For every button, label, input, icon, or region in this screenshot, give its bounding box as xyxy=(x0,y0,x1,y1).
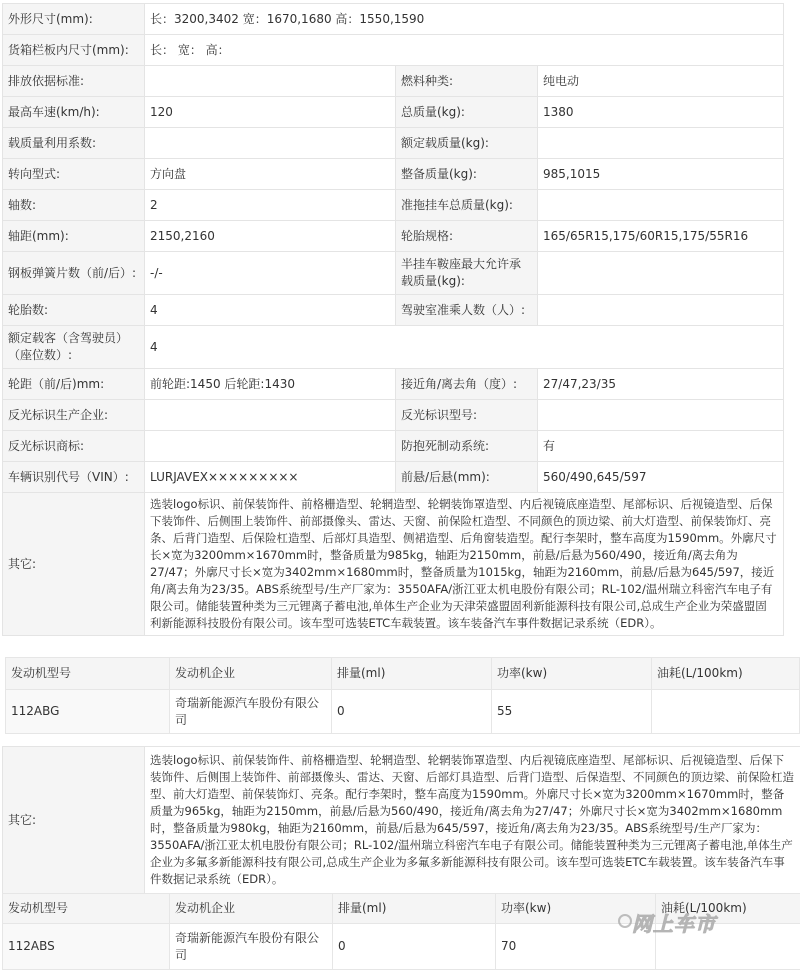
spec-row xyxy=(3,97,784,128)
spec-label: 轴数: xyxy=(3,190,145,221)
other-label-2: 其它: xyxy=(3,747,145,894)
spec-row xyxy=(3,369,784,400)
spec-value-2: 165/65R15,175/60R15,175/55R16 xyxy=(538,221,784,252)
header-engine-model-2: 发动机型号 xyxy=(3,894,170,924)
spec-value-2 xyxy=(538,252,784,295)
engine-displacement: 0 xyxy=(332,690,492,734)
spec-value-2: 560/490,645/597 xyxy=(538,462,784,493)
header-power-2: 功率(kw) xyxy=(496,894,656,924)
spec-value xyxy=(145,431,396,462)
spec-value-2: 985,1015 xyxy=(538,159,784,190)
spec-value: 长：3200,3402 宽：1670,1680 高：1550,1590 xyxy=(145,4,784,35)
other-text-1: 选装logo标识、前保装饰件、前格栅造型、轮辋造型、轮辋装饰罩造型、内后视镜底座造型、尾部标识、后视镜造型、后保下装饰件、后侧围上装饰件、前部摄像头、雷达、天窗、前保险杠造型、不同颜色的顶边梁、前大灯造型、前保装饰灯、亮条、后背门造型、后保险杠造型、后部灯具造型、侧裙造型、后角窗装造型。配行李架时，整车高度为1590mm。外廓尺寸长×宽为3200mm×1670mm时，整备质量为985kg，轴距为2150mm，前悬/后悬为560/490，接近角/离去角为27/47；外廓尺寸长×宽为3402mm×1680mm时，整备质量为1015kg，轴距为2160mm，前悬/后悬为645/597，接近角/离去角为23/35。ABS系统型号/生产厂家为：3550AFA/浙江亚太机电股份有限公司；RL-102/温州瑞立科密汽车电子有限公司。储能装置种类为三元锂离子蓄电池,单体生产企业为天津荣盛盟固利新能源科技有限公司,总成生产企业为荣盛盟固利新能源科技股份有限公司。该车型可选装ETC车载装置。该车装备汽车事件数据记录系统（EDR）。 xyxy=(145,493,784,636)
header-engine-company-2: 发动机企业 xyxy=(170,894,333,924)
spec-label: 轮距（前/后)mm: xyxy=(3,369,145,400)
spec-value-2: 27/47,23/35 xyxy=(538,369,784,400)
header-displacement-2: 排量(ml) xyxy=(333,894,496,924)
header-fuel-consumption: 油耗(L/100km) xyxy=(652,658,800,690)
spec-value xyxy=(145,66,396,97)
spec-label: 钢板弹簧片数（前/后）: xyxy=(3,252,145,295)
header-engine-model: 发动机型号 xyxy=(6,658,170,690)
header-displacement: 排量(ml) xyxy=(332,658,492,690)
spec-value-2 xyxy=(538,400,784,431)
spec-value: 长： 宽： 高： xyxy=(145,35,784,66)
spec-value: 4 xyxy=(145,295,396,326)
spec-value: 120 xyxy=(145,97,396,128)
spec-table xyxy=(2,3,784,636)
spec-value: 4 xyxy=(145,326,784,369)
spec-label-2: 燃料种类: xyxy=(396,66,538,97)
spec-label-2: 总质量(kg): xyxy=(396,97,538,128)
engine-power: 55 xyxy=(492,690,652,734)
spec-row xyxy=(3,128,784,159)
spec-label: 排放依据标准: xyxy=(3,66,145,97)
spec-row xyxy=(3,190,784,221)
spec-label: 车辆识别代号（VIN）: xyxy=(3,462,145,493)
spec-row xyxy=(3,295,784,326)
spec-value: -/- xyxy=(145,252,396,295)
spec-label-2: 反光标识型号: xyxy=(396,400,538,431)
watermark-logo-icon xyxy=(618,914,632,928)
other-table-2 xyxy=(2,746,800,894)
spec-label: 反光标识生产企业: xyxy=(3,400,145,431)
engine-company: 奇瑞新能源汽车股份有限公司 xyxy=(170,690,332,734)
spec-label: 反光标识商标: xyxy=(3,431,145,462)
spec-value: LURJAVEX××××××××× xyxy=(145,462,396,493)
spec-row xyxy=(3,35,784,66)
spec-label: 轴距(mm): xyxy=(3,221,145,252)
spec-label-2: 额定载质量(kg): xyxy=(396,128,538,159)
spec-row xyxy=(3,252,784,295)
engine-row xyxy=(6,690,800,734)
watermark xyxy=(618,906,796,936)
spec-label-2: 前悬/后悬(mm): xyxy=(396,462,538,493)
spec-value-2 xyxy=(538,190,784,221)
spec-label: 外形尺寸(mm): xyxy=(3,4,145,35)
spec-value: 前轮距:1450 后轮距:1430 xyxy=(145,369,396,400)
spec-value: 2150,2160 xyxy=(145,221,396,252)
engine-table-1 xyxy=(5,657,800,734)
watermark-text: 网上车市 xyxy=(632,908,716,937)
spec-row xyxy=(3,431,784,462)
engine-model: 112ABG xyxy=(6,690,170,734)
spec-label-2: 接近角/离去角（度）: xyxy=(396,369,538,400)
spec-label-2: 驾驶室准乘人数（人）: xyxy=(396,295,538,326)
spec-label: 额定载客（含驾驶员）（座位数）: xyxy=(3,326,145,369)
spec-value: 方向盘 xyxy=(145,159,396,190)
spec-label-2: 整备质量(kg): xyxy=(396,159,538,190)
spec-row xyxy=(3,462,784,493)
spec-label-2: 准拖挂车总质量(kg): xyxy=(396,190,538,221)
engine-company-2: 奇瑞新能源汽车股份有限公司 xyxy=(170,924,333,970)
spec-label-2: 轮胎规格: xyxy=(396,221,538,252)
engine-displacement-2: 0 xyxy=(333,924,496,970)
engine-fuel-consumption xyxy=(652,690,800,734)
header-fuel-consumption-2: 油耗(L/100km) xyxy=(656,894,800,924)
other-row-2 xyxy=(3,747,800,894)
spec-value: 2 xyxy=(145,190,396,221)
spec-row xyxy=(3,159,784,190)
spec-row xyxy=(3,326,784,369)
other-label-1: 其它: xyxy=(3,493,145,636)
spec-value-2: 1380 xyxy=(538,97,784,128)
spec-value-2: 纯电动 xyxy=(538,66,784,97)
other-text-2: 选装logo标识、前保装饰件、前格栅造型、轮辋造型、轮辋装饰罩造型、内后视镜底座造型、尾部标识、后视镜造型、后保下装饰件、后侧围上装饰件、前部摄像头、雷达、天窗、后部灯具造型、后背门造型、后保造型、不同颜色的顶边梁、前保险杠造型、前大灯造型、前保装饰灯、亮条。配行李架时，整车高度为1590mm。外廓尺寸长×宽为3200mm×1670mm时，整备质量为965kg，轴距为2150mm，前悬/后悬为560/490，接近角/离去角为27/47；外廓尺寸长×宽为3402mm×1680mm时，整备质量为980kg，轴距为2160mm，前悬/后悬为645/597，接近角/离去角为23/35。ABS系统型号/生产厂家为：3550AFA/浙江亚太机电股份有限公司；RL-102/温州瑞立科密汽车电子有限公司。储能装置种类为三元锂离子蓄电池,单体生产企业为多氟多新能源科技有限公司,总成生产企业为多氟多新能源科技有限公司。该车型可选装ETC车载装置。该车装备汽车事件数据记录系统（EDR）。 xyxy=(145,747,800,894)
engine-header-row xyxy=(6,658,800,690)
spec-label-2: 防抱死制动系统: xyxy=(396,431,538,462)
spec-value-2 xyxy=(538,128,784,159)
spec-label: 载质量利用系数: xyxy=(3,128,145,159)
spec-row xyxy=(3,400,784,431)
spec-row xyxy=(3,221,784,252)
spec-row xyxy=(3,66,784,97)
spec-value-2: 有 xyxy=(538,431,784,462)
spec-label-2: 半挂车鞍座最大允许承载质量(kg): xyxy=(396,252,538,295)
header-engine-company: 发动机企业 xyxy=(170,658,332,690)
spec-row xyxy=(3,4,784,35)
spec-value-2 xyxy=(538,295,784,326)
engine-model-2: 112ABS xyxy=(3,924,170,970)
spec-label: 货箱栏板内尺寸(mm): xyxy=(3,35,145,66)
header-power: 功率(kw) xyxy=(492,658,652,690)
engine-power-2: 70 xyxy=(496,924,656,970)
spec-label: 最高车速(km/h): xyxy=(3,97,145,128)
spec-label: 轮胎数: xyxy=(3,295,145,326)
other-row-1 xyxy=(3,493,784,636)
spec-label: 转向型式: xyxy=(3,159,145,190)
spec-value xyxy=(145,400,396,431)
spec-value xyxy=(145,128,396,159)
